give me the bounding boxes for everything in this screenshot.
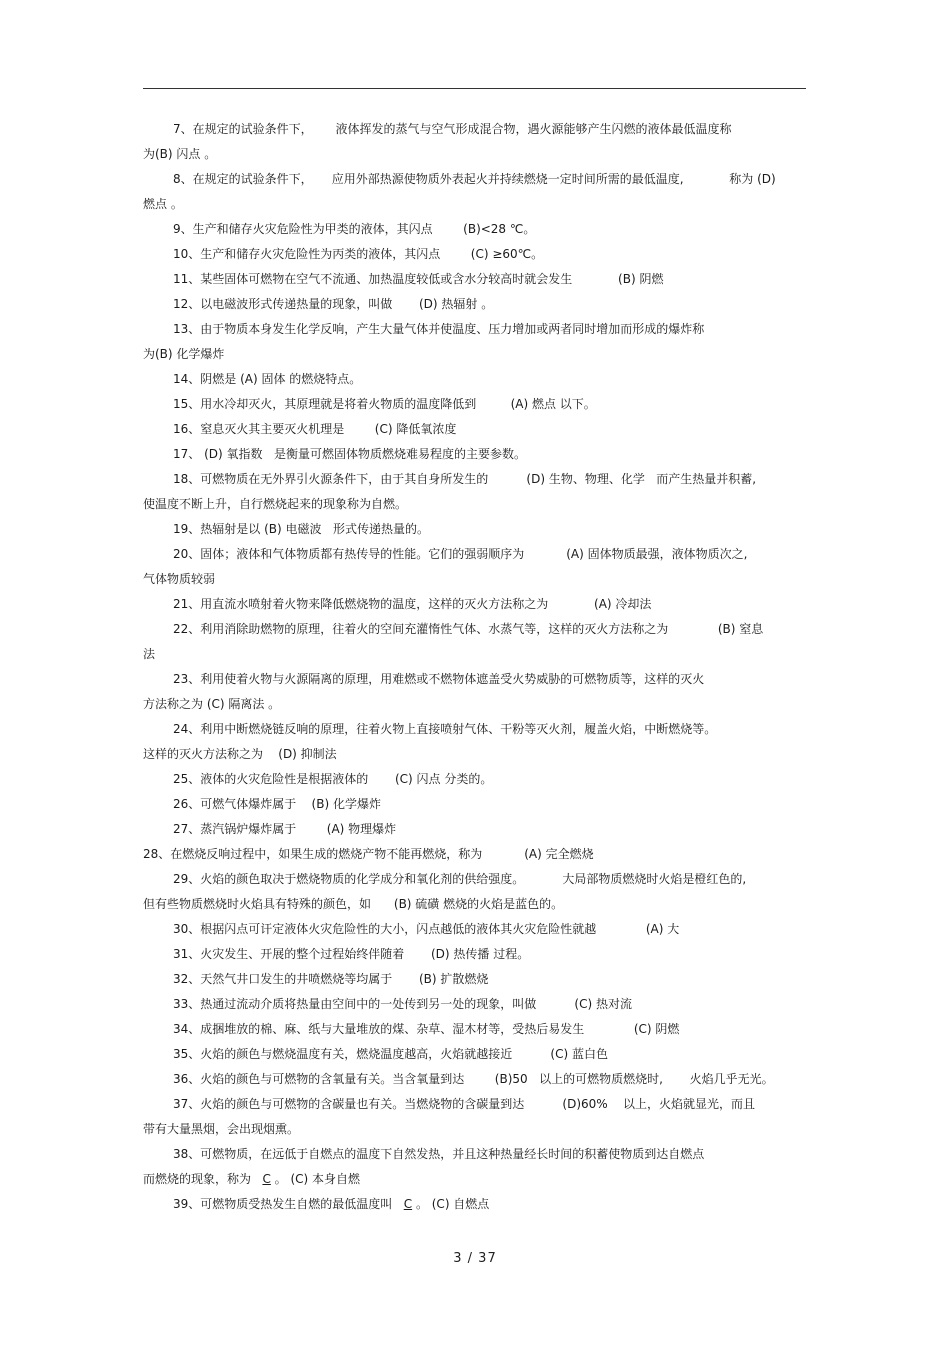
text-line <box>143 717 806 742</box>
text-line <box>143 367 806 392</box>
text-line <box>143 467 806 492</box>
line-text: 7、在规定的试验条件下， 液体挥发的蒸气与空气形成混合物，遇火源能够产生闪燃的液体最低温度称 <box>173 122 732 136</box>
text-line <box>143 1017 806 1042</box>
text-line <box>143 1192 806 1217</box>
line-text: 38、可燃物质，在远低于自燃点的温度下自然发热，并且这种热量经长时间的积蓄使物质到达自燃点 <box>173 1147 705 1161</box>
line-text: 28、在燃烧反响过程中，如果生成的燃烧产物不能再燃烧，称为 (A) 完全燃烧 <box>143 847 594 861</box>
text-line <box>143 192 806 217</box>
line-text: 26、可燃气体爆炸属于 (B) 化学爆炸 <box>173 797 381 811</box>
text-line <box>143 792 806 817</box>
line-text: 25、液体的火灾危险性是根据液体的 (C) 闪点 分类的。 <box>173 772 493 786</box>
text-line <box>143 767 806 792</box>
line-text: 39、可燃物质受热发生自燃的最低温度叫 <box>173 1197 393 1211</box>
document-body <box>143 117 806 1217</box>
text-line <box>143 1142 806 1167</box>
text-line <box>143 442 806 467</box>
line-text: 13、由于物质本身发生化学反响，产生大量气体并使温度、压力增加或两者同时增加而形成的爆炸称 <box>173 322 705 336</box>
line-text: 23、利用使着火物与火源隔离的原理，用难燃或不燃物体遮盖受火势威胁的可燃物质等，这样的灭火 <box>173 672 705 686</box>
line-text: 为(B) 闪点 。 <box>143 147 217 161</box>
line-text: 10、生产和储存火灾危险性为丙类的液体，其闪点 (C) ≥60℃。 <box>173 247 544 261</box>
text-line <box>143 342 806 367</box>
line-text: 24、利用中断燃烧链反响的原理，往着火物上直接喷射气体、干粉等灭火剂，履盖火焰，中断燃烧等。 <box>173 722 717 736</box>
text-line <box>143 567 806 592</box>
line-text: 使温度不断上升，自行燃烧起来的现象称为自燃。 <box>143 497 408 511</box>
answer-text: 。 (C) 自燃点 <box>412 1197 490 1211</box>
text-line <box>143 417 806 442</box>
line-text: 22、利用消除助燃物的原理，往着火的空间充灌惰性气体、水蒸气等，这样的灭火方法称之为 (B) 窒息 <box>173 622 764 636</box>
text-line <box>143 142 806 167</box>
line-text: 27、蒸汽锅炉爆炸属于 (A) 物理爆炸 <box>173 822 397 836</box>
line-text: 为(B) 化学爆炸 <box>143 347 225 361</box>
line-text: 12、以电磁波形式传递热量的现象，叫做 (D) 热辐射 。 <box>173 297 494 311</box>
text-line <box>143 592 806 617</box>
line-text: 31、火灾发生、开展的整个过程始终伴随着 (D) 热传播 过程。 <box>173 947 530 961</box>
line-text: 这样的灭火方法称之为 (D) 抑制法 <box>143 747 337 761</box>
text-line <box>143 967 806 992</box>
line-text: 方法称之为 (C) 隔离法 。 <box>143 697 281 711</box>
text-line <box>143 292 806 317</box>
line-text: 9、生产和储存火灾危险性为甲类的液体，其闪点 (B)<28 ℃。 <box>173 222 536 236</box>
text-line <box>143 917 806 942</box>
line-text: 29、火焰的颜色取决于燃烧物质的化学成分和氧化剂的供给强度。 大局部物质燃烧时火焰是橙红色的, <box>173 872 747 886</box>
text-line <box>143 842 806 867</box>
line-text: 18、可燃物质在无外界引火源条件下，由于其自身所发生的 (D) 生物、物理、化学 而产生热量并积蓄, <box>173 472 757 486</box>
text-line <box>143 267 806 292</box>
line-text: 30、根据闪点可讦定液体火灾危险性的大小，闪点越低的液体其火灾危险性就越 (A) 大 <box>173 922 680 936</box>
line-text: 19、热辐射是以 (B) 电磁波 形式传递热量的。 <box>173 522 429 536</box>
text-line <box>143 1167 806 1192</box>
text-line <box>143 1067 806 1092</box>
line-text: 32、天然气井口发生的井喷燃烧等均属于 (B) 扩散燃烧 <box>173 972 489 986</box>
line-text: 16、窒息灭火其主要灭火机理是 (C) 降低氧浓度 <box>173 422 457 436</box>
text-line <box>143 992 806 1017</box>
line-text: 37、火焰的颜色与可燃物的含碳量也有关。当燃烧物的含碳量到达 (D)60% 以上，火焰就显光，而且 <box>173 1097 755 1111</box>
text-line <box>143 692 806 717</box>
line-text: 21、用直流水喷射着火物来降低燃烧物的温度，这样的灭火方法称之为 (A) 冷却法 <box>173 597 652 611</box>
line-text: 气体物质较弱 <box>143 572 216 586</box>
line-text: 20、固体；液体和气体物质都有热传导的性能。它们的强弱顺序为 (A) 固体物质最强，液体物质次之, <box>173 547 748 561</box>
text-line <box>143 117 806 142</box>
answer-blank: C <box>262 1172 271 1186</box>
line-text: 法 <box>143 647 156 661</box>
line-text: 而燃烧的现象，称为 <box>143 1172 252 1186</box>
line-text: 34、成捆堆放的棉、麻、纸与大量堆放的煤、杂草、湿木材等，受热后易发生 (C) 阴燃 <box>173 1022 680 1036</box>
line-text: 17、 (D) 氧指数 是衡量可燃固体物质燃烧难易程度的主要参数。 <box>173 447 526 461</box>
line-text: 33、热通过流动介质将热量由空间中的一处传到另一处的现象，叫做 (C) 热对流 <box>173 997 632 1011</box>
text-line <box>143 167 806 192</box>
text-line <box>143 617 806 642</box>
text-line <box>143 217 806 242</box>
text-line <box>143 1117 806 1142</box>
text-line <box>143 517 806 542</box>
text-line <box>143 867 806 892</box>
line-text: 36、火焰的颜色与可燃物的含氧量有关。当含氧量到达 (B)50 以上的可燃物质燃烧时, 火焰几乎无光。 <box>173 1072 774 1086</box>
text-line <box>143 667 806 692</box>
text-line <box>143 742 806 767</box>
text-line <box>143 242 806 267</box>
answer-text: 。 (C) 本身自燃 <box>270 1172 361 1186</box>
line-text: 带有大量黑烟，会出现烟熏。 <box>143 1122 300 1136</box>
text-line <box>143 317 806 342</box>
text-line <box>143 542 806 567</box>
line-text: 11、某些固体可燃物在空气不流通、加热温度较低或含水分较高时就会发生 (B) 阴燃 <box>173 272 664 286</box>
header-rule <box>143 88 806 89</box>
text-line <box>143 892 806 917</box>
text-line <box>143 492 806 517</box>
text-line <box>143 817 806 842</box>
text-line <box>143 942 806 967</box>
text-line <box>143 1092 806 1117</box>
page-number: 3 / 37 <box>453 1251 497 1266</box>
text-line <box>143 392 806 417</box>
line-text: 8、在规定的试验条件下， 应用外部热源使物质外表起火并持续燃烧一定时间所需的最低温度, 称为 (D) <box>173 172 776 186</box>
line-text: 15、用水冷却灭火，其原理就是将着火物质的温度降低到 (A) 燃点 以下。 <box>173 397 596 411</box>
line-text: 但有些物质燃烧时火焰具有特殊的颜色，如 (B) 硫磺 燃烧的火焰是蓝色的。 <box>143 897 564 911</box>
answer-blank: C <box>403 1197 413 1211</box>
line-text: 燃点 。 <box>143 197 183 211</box>
text-line <box>143 1042 806 1067</box>
line-text: 35、火焰的颜色与燃烧温度有关，燃烧温度越高，火焰就越接近 (C) 蓝白色 <box>173 1047 608 1061</box>
line-text: 14、阴燃是 (A) 固体 的燃烧特点。 <box>173 372 362 386</box>
text-line <box>143 642 806 667</box>
